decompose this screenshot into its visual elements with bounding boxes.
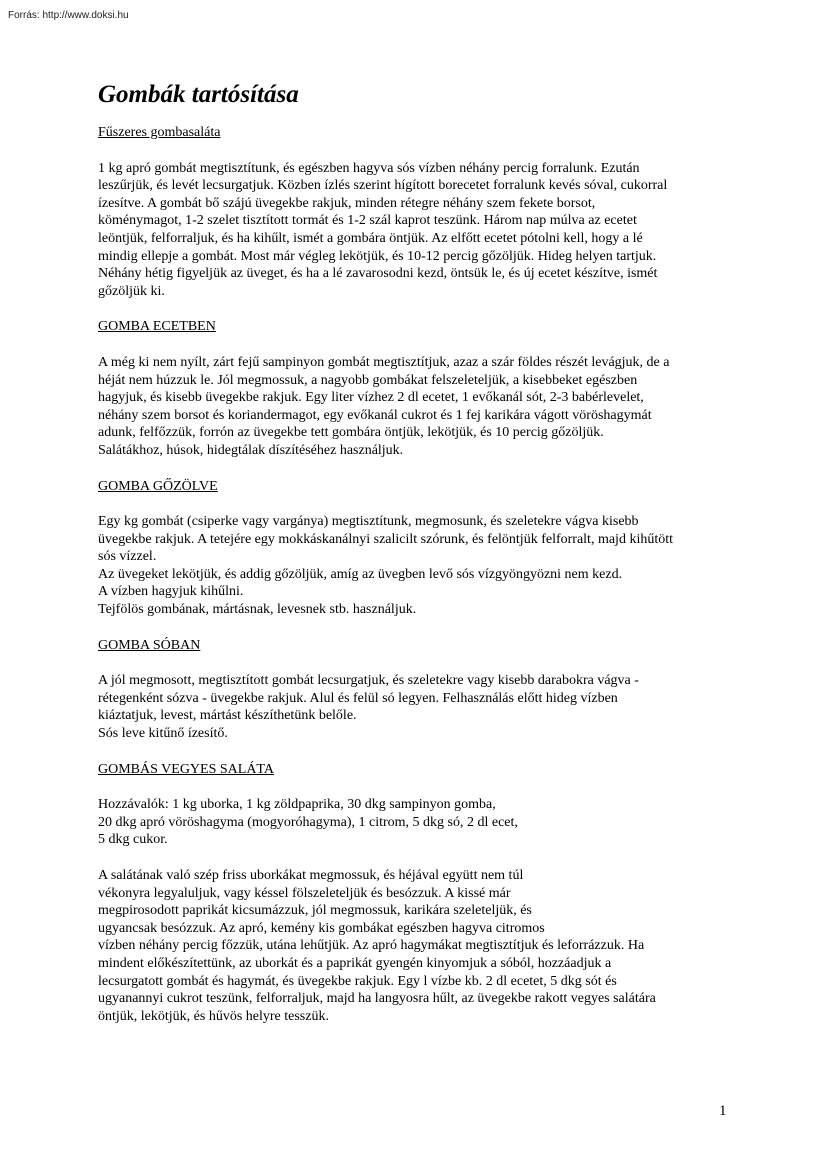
text-line: Salátákhoz, húsok, hidegtálak díszítéséhez használjuk. bbox=[98, 442, 404, 458]
text-line: hagyjuk, és kisebb üvegekbe rakjuk. Egy liter vízhez 2 dl ecetet, 1 evőkanál sót, 2-3 babérlevelet, bbox=[98, 390, 644, 406]
text-line: sós vízzel. bbox=[98, 549, 157, 565]
text-line: gőzöljük ki. bbox=[98, 283, 165, 299]
page-title: Gombák tartósítása bbox=[98, 81, 299, 108]
text-line: Tejfölös gombának, mártásnak, levesnek stb. használjuk. bbox=[98, 602, 417, 618]
document-body bbox=[98, 80, 738, 1043]
text-line: Az üvegeket lekötjük, és addig gőzöljük, amíg az üvegben levő sós vízgyöngyözni nem kezd. bbox=[98, 566, 623, 582]
text-line: adunk, felfőzzük, forrón az üvegekbe tett gombára öntjük, lekötjük, és 10 percig gőzöljük. bbox=[98, 425, 604, 441]
text-line: öntjük, lekötjük, és hűvös helyre tesszük. bbox=[98, 1008, 329, 1024]
text-line: rétegenként sózva - üvegekbe rakjuk. Alul és felül só legyen. Felhasználás előtt hideg vízben bbox=[98, 690, 618, 706]
text-line: kiáztatjuk, levest, mártást készíthetünk belőle. bbox=[98, 708, 357, 724]
text-line: leöntjük, felforraljuk, és ha kihűlt, ismét a gombára öntjük. Az elfőtt ecetet pótolni kell, hogy a lé bbox=[98, 230, 643, 246]
paragraph bbox=[98, 867, 738, 1025]
text-line: A salátának való szép friss uborkákat megmossuk, és héjával együtt nem túl bbox=[98, 868, 524, 883]
text-line: héját nem húzzuk le. Jól megmossuk, a nagyobb gombákat felszeleteljük, a kisebbeket egészben bbox=[98, 372, 638, 388]
text-line: ugyancsak besózzuk. Az apró, kemény kis gombákat egészben hagyva citromos bbox=[98, 920, 545, 936]
text-line: köménymagot, 1-2 szelet tisztított tormát és 1-2 szál kaprot teszünk. Három nap múlva az ecetet bbox=[98, 213, 637, 229]
text-line: ugyanannyi cukrot teszünk, felforraljuk, majd ha langyosra hűlt, az üvegekbe rakott vegyes salátára bbox=[98, 991, 656, 1007]
section-heading: GOMBA SÓBAN bbox=[98, 637, 201, 653]
section-heading: GOMBA ECETBEN bbox=[98, 319, 216, 335]
text-line: Egy kg gombát (csiperke vagy vargánya) megtisztítunk, megmosunk, és szeletekre vágva kisebb bbox=[98, 514, 639, 530]
text-line: 20 dkg apró vöröshagyma (mogyoróhagyma), 1 citrom, 5 dkg só, 2 dl ecet, bbox=[98, 814, 518, 830]
text-line: néhány szem borsot és koriandermagot, egy evőkanál cukrot és 1 fej karikára vágott vöröshagymát bbox=[98, 407, 652, 423]
text-line: megpirosodott paprikát kicsumázzuk, jól megmossuk, karikára szeleteljük, és bbox=[98, 903, 532, 919]
paragraph bbox=[98, 160, 738, 301]
text-line: mindig ellepje a gombát. Most már végleg lekötjük, és 10-12 percig gőzöljük. Hideg helyen tartjuk. bbox=[98, 248, 657, 264]
text-line: Sós leve kitűnő ízesítő. bbox=[98, 726, 228, 742]
text-line: A vízben hagyjuk kihűlni. bbox=[98, 584, 244, 600]
text-line: 1 kg apró gombát megtisztítunk, és egészben hagyva sós vízben néhány percig forralunk. Ezután bbox=[98, 160, 640, 176]
paragraph bbox=[98, 354, 738, 460]
text-line: Hozzávalók: 1 kg uborka, 1 kg zöldpaprika, 30 dkg sampinyon gomba, bbox=[98, 797, 496, 813]
section-heading: GOMBÁS VEGYES SALÁTA bbox=[98, 761, 274, 777]
text-line: lecsurgatott gombát és hagymát, és üvegekbe rakjuk. Egy l vízbe kb. 2 dl ecetet, 5 dkg sót és bbox=[98, 973, 617, 989]
sections-container bbox=[98, 124, 738, 1025]
text-line: vékonyra legyaluljuk, vagy késsel fölszeleteljük és besózzuk. A kissé már bbox=[98, 885, 511, 901]
text-line: üvegekbe rakjuk. A tetejére egy mokkáskanálnyi szalicilt szórunk, és felöntjük felforralt, majd kihűtött bbox=[98, 531, 673, 547]
paragraph bbox=[98, 672, 738, 742]
text-line: vízben néhány percig főzzük, utána lehűtjük. Az apró hagymákat megtisztítjuk és leforrázzuk. Ha bbox=[98, 938, 645, 954]
text-line: ízesítve. A gombát bő szájú üvegekbe rakjuk, minden rétegre néhány szem fekete borsot, bbox=[98, 195, 596, 211]
text-line: leszűrjük, és levét lecsurgatjuk. Közben ízlés szerint hígított borecetet forralunk kevés sóval, cukorral bbox=[98, 178, 668, 194]
paragraph bbox=[98, 796, 738, 849]
text-line: mindent előkészítettünk, az uborkát és a paprikát gyengén kinyomjuk a sóból, hozzáadjuk a bbox=[98, 955, 612, 971]
page-number: 1 bbox=[719, 1103, 727, 1119]
text-line: Néhány hétig figyeljük az üveget, és ha a lé zavarosodni kezd, öntsük le, és új ecetet készítve, ismét bbox=[98, 266, 658, 282]
section-heading: Fűszeres gombasaláta bbox=[98, 125, 221, 140]
text-line: A jól megmosott, megtisztított gombát lecsurgatjuk, és szeletekre vagy kisebb darabokra vágva - bbox=[98, 673, 639, 689]
section-heading: GOMBA GŐZÖLVE bbox=[98, 478, 218, 494]
text-line: A még ki nem nyílt, zárt fejű sampinyon gombát megtisztítjuk, azaz a szár földes részét levágjuk, de a bbox=[98, 354, 670, 370]
text-line: 5 dkg cukor. bbox=[98, 832, 168, 848]
paragraph bbox=[98, 513, 738, 619]
source-line: Forrás: http://www.doksi.hu bbox=[8, 10, 129, 21]
